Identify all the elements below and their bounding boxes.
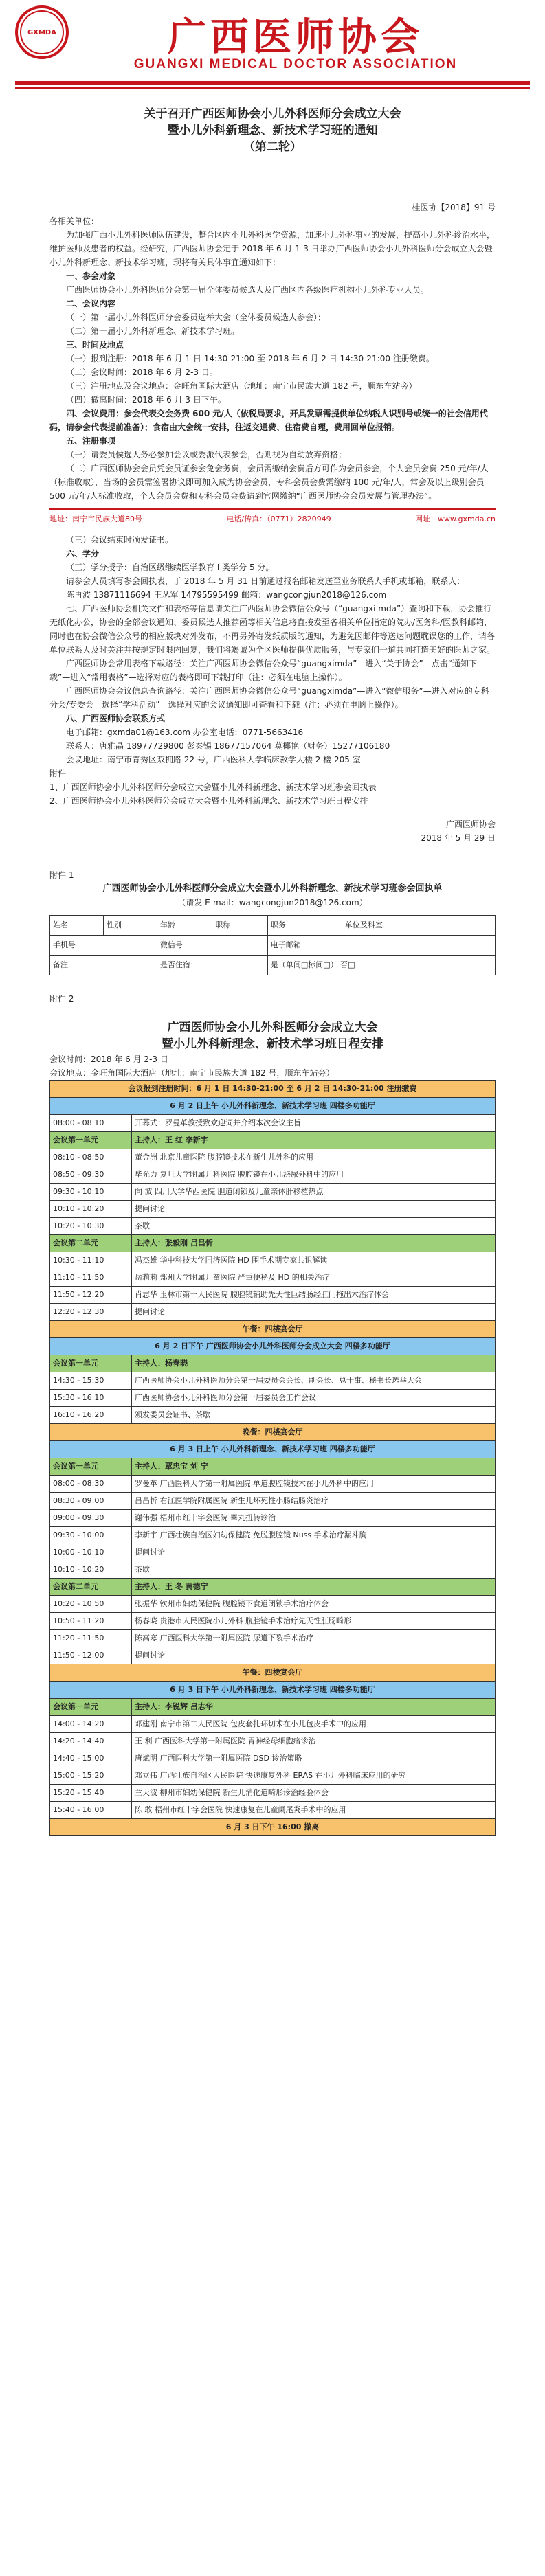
contact-address: 会议地址：南宁市青秀区双拥路 22 号，广西医科大学临床教学大楼 2 楼 205 室 [66,755,361,765]
section-1-heading: 一、参会对象 [66,271,116,281]
schedule-row [50,1304,496,1321]
page-footer [49,508,496,526]
schedule-time-cell: 15:00 - 15:20 [50,1767,132,1785]
schedule-time-cell: 会议第一单元 [50,1355,132,1372]
schedule-content-cell: 冯杰雄 华中科技大学同济医院 HD 围手术期专家共识解读 [132,1252,496,1269]
schedule-row [50,1785,496,1802]
schedule-time-cell: 10:30 - 11:10 [50,1252,132,1269]
schedule-content-cell: 向 波 四川大学华西医院 胆道闭锁及儿童亲体肝移植热点 [132,1184,496,1201]
schedule-content-cell: 主持人：张毅刚 吕昌忻 [132,1235,496,1252]
schedule-content-cell: 李新宇 广西壮族自治区妇幼保健院 免脱腹腔镜 Nuss 手术治疗漏斗胸 [132,1527,496,1544]
section-5-item-c: （三）会议结束时颁发证书。 [66,535,174,545]
title-line-2: 暨小儿外科新理念、新技术学习班的通知 [167,124,378,137]
schedule-time-cell: 14:20 - 14:40 [50,1733,132,1750]
schedule-content-cell: 提问讨论 [132,1304,496,1321]
receipt-header-title: 职称 [212,916,267,936]
schedule-row [50,1802,496,1819]
schedule-content-cell: 王 利 广西医科大学第一附属医院 胃神经母细胞瘤诊治 [132,1733,496,1750]
receipt-header-position: 职务 [267,916,342,936]
schedule-time-cell: 08:50 - 09:30 [50,1166,132,1184]
schedule-row [50,1115,496,1132]
schedule-time-cell: 12:20 - 12:30 [50,1304,132,1321]
org-name-cn: 广西医师协会 [168,14,423,60]
section-7-text: 七、广西医师协会相关文件和表格等信息请关注广西医师协会微信公众号（“guangxi mda”）查询和下载，协会推行无纸化办公，协会的全部会议通知、委员候选人推荐函等相关信息将直接发至各相关单位指定的院办/医务科/医教科邮箱，同时也在协会微信公众号的相应版块对外发布，不再另外寄发纸质版的通知，为避免因邮件等送达问题耽误您的工作，请各单位联系人及时关注并按规定时限内回复，我们将竭诚为全区医师提供优质服务，与专家们一道共同打造美好的医师之家。 [49,604,496,655]
section-6-heading: 六、学分 [66,549,100,558]
schedule-time-cell: 10:50 - 11:20 [50,1613,132,1630]
schedule-time-cell: 6 月 3 日下午 16:00 撤离 [50,1819,496,1836]
notice-body [49,201,496,1836]
receipt-title: 广西医师协会小儿外科医师分会成立大会暨小儿外科新理念、新技术学习班参会回执单 [102,883,443,894]
schedule-row [50,1441,496,1458]
schedule-time-cell: 10:10 - 10:20 [50,1561,132,1579]
schedule-time-cell: 08:00 - 08:30 [50,1476,132,1493]
schedule-time-cell: 午餐：四楼宴会厅 [50,1321,496,1338]
schedule-row [50,1338,496,1355]
receipt-lodging: 是否住宿： [157,956,267,975]
schedule-content-cell: 提问讨论 [132,1647,496,1664]
schedule-time-cell: 15:30 - 16:10 [50,1390,132,1407]
schedule-content-cell: 广西医师协会小儿外科医师分会第一届委员会会长、副会长、总干事、秘书长选举大会 [132,1372,496,1390]
section-1-text: 广西医师协会小儿外科医师分会第一届全体委员候选人及广西区内各级医疗机构小儿外科专业人员。 [66,285,430,295]
schedule-place: 会议地点：金旺角国际大酒店（地址：南宁市民族大道 182 号，顺东车站旁） [49,1068,335,1078]
receipt-header-name: 姓名 [50,916,104,936]
receipt-header-gender: 性别 [103,916,157,936]
schedule-content-cell: 茶歇 [132,1218,496,1235]
schedule-content-cell: 岳莉莉 郑州大学附属儿童医院 严重便秘及 HD 的相关治疗 [132,1269,496,1287]
receipt-instructions: 请参会人员填写参会回执表，于 2018 年 5 月 31 日前通过报名邮箱发送至业务联系人手机或邮箱，联系人： [66,576,465,586]
schedule-time-cell: 11:20 - 11:50 [50,1630,132,1647]
receipt-wechat: 微信号 [157,936,267,956]
schedule-time-cell: 08:00 - 08:10 [50,1115,132,1132]
schedule-content-cell: 邓立伟 广西壮族自治区人民医院 快速康复外科 ERAS 在小儿外科临床应用的研究 [132,1767,496,1785]
title-line-1: 关于召开广西医师协会小儿外科医师分会成立大会 [144,107,401,121]
footer-address: 地址：南宁市民族大道80号 [49,515,142,523]
schedule-row [50,1407,496,1424]
schedule-time-cell: 11:50 - 12:00 [50,1647,132,1664]
contact-email-phone: 电子邮箱：gxmda01@163.com 办公室电话：0771-5663416 [66,727,304,737]
schedule-content-cell: 开幕式：罗曼革教授致欢迎词并介绍本次会议主旨 [132,1115,496,1132]
schedule-content-cell: 主持人：覃忠宝 刘 宁 [132,1458,496,1476]
schedule-row [50,1527,496,1544]
section-3-item-c: （三）注册地点及会议地点：金旺角国际大酒店（地址：南宁市民族大道 182 号，顺东车站旁） [66,381,417,391]
schedule-row [50,1081,496,1098]
title-line-3: （第二轮） [243,140,302,154]
section-5-item-a: （一）请委员候选人务必参加会议或委派代表参会，否则视为自动放弃资格； [66,450,347,460]
document-title [0,106,545,155]
schedule-content-cell: 张振华 钦州市妇幼保健院 腹腔镜下食道闭锁手术治疗体会 [132,1596,496,1613]
receipt-lodging-options: 是（单间□标间□） 否□ [267,956,495,975]
schedule-time-cell: 16:10 - 16:20 [50,1407,132,1424]
schedule-row [50,1098,496,1115]
schedule-time-cell: 会议第一单元 [50,1699,132,1716]
schedule-time-cell: 6 月 3 日上午 小儿外科新理念、新技术学习班 四楼多功能厅 [50,1441,496,1458]
schedule-row [50,1647,496,1664]
schedule-row [50,1767,496,1785]
schedule-label: 附件 2 [49,994,74,1004]
schedule-time-cell: 11:50 - 12:20 [50,1287,132,1304]
signature-org: 广西医师协会 [445,820,496,829]
schedule-row [50,1613,496,1630]
red-rule-thin [15,87,530,89]
receipt-header-unit: 单位及科室 [342,916,495,936]
section-5-heading: 五、注册事项 [66,436,116,446]
schedule-time-cell: 10:20 - 10:30 [50,1218,132,1235]
schedule-content-cell: 唐斌明 广西医科大学第一附属医院 DSD 诊治策略 [132,1750,496,1767]
receipt-table [49,915,496,975]
schedule-title-2: 暨小儿外科新理念、新技术学习班日程安排 [162,1037,383,1051]
schedule-row [50,1201,496,1218]
schedule-row [50,1699,496,1716]
schedule-title-1: 广西医师协会小儿外科医师分会成立大会 [167,1021,378,1035]
schedule-row [50,1716,496,1733]
schedule-time-cell: 09:30 - 10:10 [50,1184,132,1201]
schedule-time-cell: 10:20 - 10:50 [50,1596,132,1613]
footer-phone: 电话/传真：（0771）2820949 [226,515,331,523]
schedule-row [50,1269,496,1287]
contacts-line: 陈再波 13871116694 王丛军 14795595499 邮箱：wangcongjun2018@126.com [66,590,387,600]
schedule-time-cell: 14:30 - 15:30 [50,1372,132,1390]
schedule-row [50,1355,496,1372]
schedule-row [50,1664,496,1682]
schedule-row [50,1321,496,1338]
receipt-note: （请发 E-mail：wangcongjun2018@126.com） [177,898,368,907]
meeting-info-path: 广西医师协会会议信息查询路径：关注广西医师协会微信公众号“guangximda”—进入“微信服务”—进入对应的专科分会/专委会—选择“学科活动”—选择对应的会议通知即可查看和下载（注：必须在电脑上操作）。 [49,686,489,710]
schedule-content-cell: 广西医师协会小儿外科医师分会第一届委员会工作会议 [132,1390,496,1407]
schedule-row [50,1561,496,1579]
association-logo-icon: GXMDA [15,5,69,59]
schedule-time-cell: 会议第一单元 [50,1458,132,1476]
letterhead [0,0,545,154]
schedule-time-cell: 会议第二单元 [50,1235,132,1252]
schedule-row [50,1287,496,1304]
schedule-time-cell: 6 月 2 日上午 小儿外科新理念、新技术学习班 四楼多功能厅 [50,1098,496,1115]
schedule-time-cell: 14:40 - 15:00 [50,1750,132,1767]
section-3-item-d: （四）撤离时间：2018 年 6 月 3 日下午。 [66,395,226,405]
schedule-row [50,1390,496,1407]
schedule-row [50,1149,496,1166]
attachments-label: 附件 [49,769,67,778]
schedule-row [50,1596,496,1613]
section-3-item-a: （一）报到注册：2018 年 6 月 1 日 14:30-21:00 至 2018 年 6 月 2 日 14:30-21:00 注册缴费。 [66,354,434,363]
document-ref: 桂医协【2018】91 号 [412,203,496,212]
schedule-time-cell: 6 月 2 日下午 广西医师协会小儿外科医师分会成立大会 四楼多功能厅 [50,1338,496,1355]
receipt-header-age: 年龄 [157,916,212,936]
schedule-time-cell: 会议第二单元 [50,1579,132,1596]
schedule-row [50,1579,496,1596]
schedule-time-cell: 晚餐：四楼宴会厅 [50,1424,496,1441]
schedule-time-cell: 08:30 - 09:00 [50,1493,132,1510]
schedule-content-cell: 主持人：王 冬 黄德宁 [132,1579,496,1596]
schedule-time-cell: 11:10 - 11:50 [50,1269,132,1287]
schedule-row [50,1733,496,1750]
section-3-heading: 三、时间及地点 [66,340,124,350]
schedule-row [50,1218,496,1235]
section-3-item-b: （二）会议时间：2018 年 6 月 2-3 日。 [66,368,218,377]
schedule-content-cell: 主持人：杨春晓 [132,1355,496,1372]
schedule-content-cell: 邓建刚 南宁市第二人民医院 包皮套扎环切术在小儿包皮手术中的应用 [132,1716,496,1733]
schedule-row [50,1235,496,1252]
red-rule [15,81,530,85]
schedule-content-cell: 提问讨论 [132,1544,496,1561]
signature-date: 2018 年 5 月 29 日 [421,833,496,843]
schedule-time: 会议时间：2018 年 6 月 2-3 日 [49,1054,168,1064]
contact-people: 联系人：唐雅晶 18977729800 彭秦锡 18677157064 莫椰艳（财务）15277106180 [66,741,390,751]
schedule-content-cell: 陈 敢 梧州市红十字会医院 快速康复在儿童阑尾炎手术中的应用 [132,1802,496,1819]
section-2-item-b: （二）第一届小儿外科新理念、新技术学习班。 [66,326,240,336]
greeting: 各相关单位： [49,216,100,226]
section-8-heading: 八、广西医师协会联系方式 [66,714,166,723]
schedule-row [50,1544,496,1561]
schedule-content-cell: 主持人：王 红 李新宇 [132,1132,496,1149]
schedule-row [50,1184,496,1201]
schedule-content-cell: 谢伟强 梧州市红十字会医院 睾丸扭转诊治 [132,1510,496,1527]
schedule-time-cell: 10:10 - 10:20 [50,1201,132,1218]
schedule-row [50,1630,496,1647]
schedule-time-cell: 09:30 - 10:00 [50,1527,132,1544]
schedule-content-cell: 提问讨论 [132,1201,496,1218]
schedule-content-cell: 颁发委员会证书、茶歇 [132,1407,496,1424]
schedule-row [50,1510,496,1527]
schedule-content-cell: 陈高寒 广西医科大学第一附属医院 尿道下裂手术治疗 [132,1630,496,1647]
schedule-content-cell: 肖志华 玉林市第一人民医院 腹腔镜辅助先天性巨结肠经肛门拖出术治疗体会 [132,1287,496,1304]
schedule-content-cell: 罗曼革 广西医科大学第一附属医院 单道腹腔镜技术在小儿外科中的应用 [132,1476,496,1493]
schedule-content-cell: 茶歇 [132,1561,496,1579]
section-6-text: （三）学分授予：自治区级继续医学教育 I 类学分 5 分。 [66,563,274,572]
schedule-row [50,1166,496,1184]
schedule-row [50,1372,496,1390]
schedule-time-cell: 15:20 - 15:40 [50,1785,132,1802]
schedule-row [50,1132,496,1149]
schedule-table [49,1080,496,1836]
attachment-1[interactable]: 1、广西医师协会小儿外科医师分会成立大会暨小儿外科新理念、新技术学习班参会回执表 [49,782,377,792]
section-5-item-b: （二）广西医师协会会员凭会员证参会免会务费，会员需缴纳会费后方可作为会员参会，个人会员会费 250 元/年/人（标准收取），当场的会员需签署协议即可加入成为协会会员，专科会员会费需缴纳 100 元/年/人，常会及以上级别会员 500 元/年/人标准收取，个人会员会费和专科会员会费请到官网缴纳“广西医师协会会员发展与管理办法”。 [49,464,489,501]
schedule-row [50,1493,496,1510]
schedule-row [50,1819,496,1836]
schedule-time-cell: 15:40 - 16:00 [50,1802,132,1819]
receipt-remark: 备注 [50,956,157,975]
schedule-content-cell: 兰天波 柳州市妇幼保健院 新生儿消化道畸形诊治经验体会 [132,1785,496,1802]
forms-download-path: 广西医师协会常用表格下载路径：关注广西医师协会微信公众号“guangximda”—进入“关于协会”—点击“通知下载”—进入“常用表格”—选择对应的表格即可下载打印（注：必须在电脑上操作）。 [49,659,477,682]
schedule-time-cell: 会议报到注册时间：6 月 1 日 14:30-21:00 至 6 月 2 日 14:30-21:00 注册缴费 [50,1081,496,1098]
attachment-2[interactable]: 2、广西医师协会小儿外科医师分会成立大会暨小儿外科新理念、新技术学习班日程安排 [49,796,368,806]
intro-paragraph: 为加强广西小儿外科医师队伍建设，整合区内小儿外科医学资源，加速小儿外科事业的发展，提高小儿外科诊治水平，维护医师及患者的权益。经研究，广西医师协会定于 2018 年 6 月 1-3 日举办广西医师协会小儿外科医师分会成立大会暨小儿外科新理念、新技术学习班，现将有关具体事宜通知如下： [49,230,496,267]
schedule-content-cell: 吕昌忻 右江医学院附属医院 新生儿坏死性小肠结肠炎治疗 [132,1493,496,1510]
receipt-phone: 手机号 [50,936,157,956]
schedule-time-cell: 09:00 - 09:30 [50,1510,132,1527]
org-name-en: GUANGXI MEDICAL DOCTOR ASSOCIATION [133,57,458,71]
footer-website[interactable]: 网址：www.gxmda.cn [415,515,496,523]
schedule-content-cell: 主持人：李锐辉 吕志华 [132,1699,496,1716]
schedule-content-cell: 董金洲 北京儿童医院 腹腔镜技术在新生儿外科的应用 [132,1149,496,1166]
schedule-row [50,1682,496,1699]
schedule-time-cell: 午餐：四楼宴会厅 [50,1664,496,1682]
schedule-row [50,1476,496,1493]
schedule-time-cell: 10:00 - 10:10 [50,1544,132,1561]
schedule-row [50,1458,496,1476]
schedule-content-cell: 杨春晓 贵港市人民医院小儿外科 腹腔镜手术治疗先天性肛肠畸形 [132,1613,496,1630]
section-2-item-a: （一）第一届小儿外科医师分会委员选举大会（全体委员候选人参会）； [66,313,326,322]
schedule-time-cell: 6 月 3 日下午 小儿外科新理念、新技术学习班 四楼多功能厅 [50,1682,496,1699]
schedule-row [50,1252,496,1269]
schedule-row [50,1750,496,1767]
section-2-heading: 二、会议内容 [66,299,116,308]
schedule-time-cell: 08:10 - 08:50 [50,1149,132,1166]
schedule-row [50,1424,496,1441]
schedule-time-cell: 14:00 - 14:20 [50,1716,132,1733]
section-4-fees: 四、会议费用：参会代表交会务费 600 元/人（依税局要求，开具发票需提供单位纳税人识别号或统一的社会信用代码，请参会代表提前准备）；食宿由大会统一安排，往返交通费、住宿费自理，费用回单位报销。 [49,409,488,432]
schedule-content-cell: 毕允力 复旦大学附属儿科医院 腹腔镜在小儿泌尿外科中的应用 [132,1166,496,1184]
schedule-time-cell: 会议第一单元 [50,1132,132,1149]
schedule-title [49,1019,496,1052]
receipt-label: 附件 1 [49,870,74,880]
receipt-email: 电子邮箱 [267,936,495,956]
